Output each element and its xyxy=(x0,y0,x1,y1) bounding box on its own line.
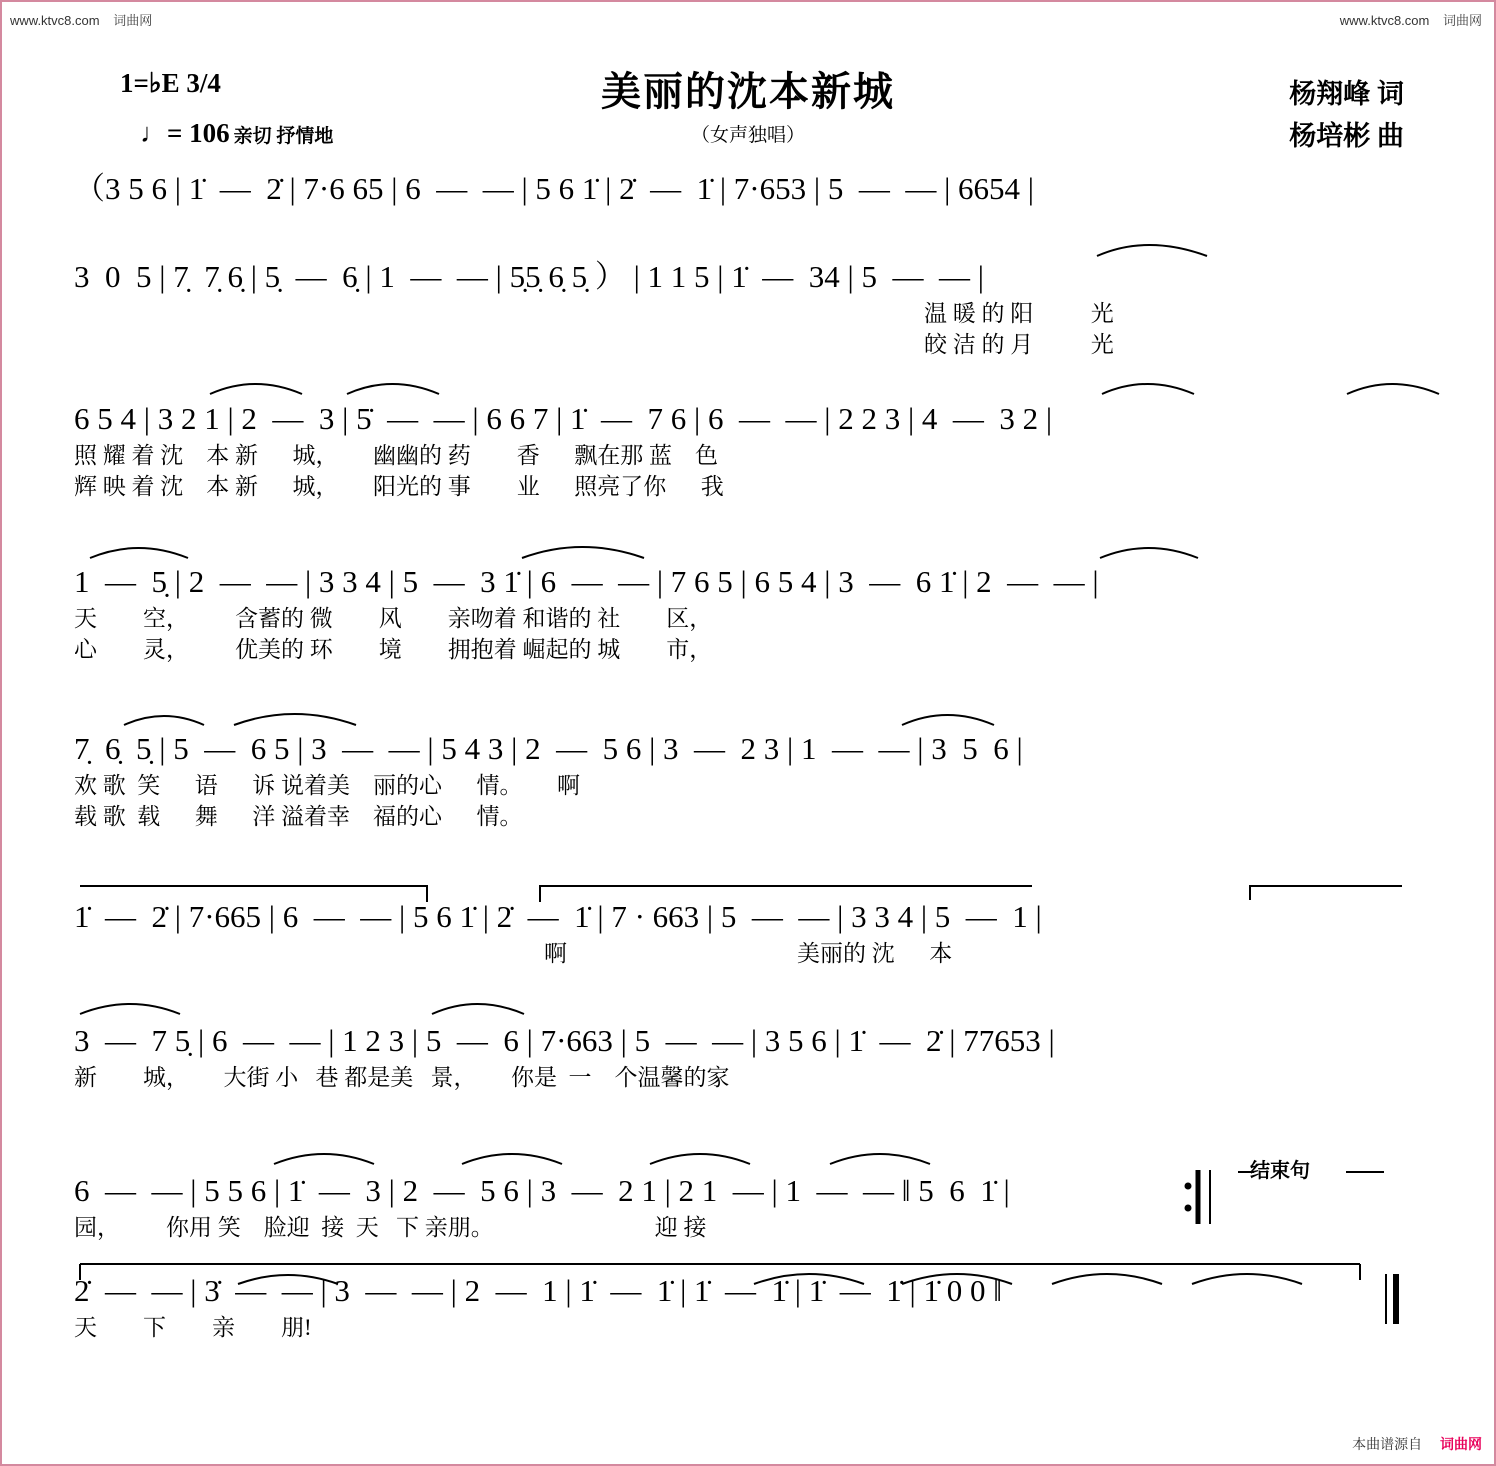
watermark-url-right: www.ktvc8.com xyxy=(1339,13,1430,28)
lyric-line-2: 心 灵， 优美的 环 境 拥抱着 崛起的 城 市， xyxy=(74,636,713,662)
tempo-value: ♩= 106 xyxy=(140,118,230,148)
music-system-6 xyxy=(74,900,1434,969)
song-title: 美丽的沈本新城 xyxy=(601,69,895,114)
note-row: 6 5 4 | 3 2 1 | 2 — 3 | 5̇ — — | 6 6 7 | 1̇ — 7 6 | 6 — — | 2 2 3 | 4 — 3 2 | xyxy=(74,401,1053,436)
music-system-1 xyxy=(74,172,1434,206)
note-row: 3 — 7 5̣ | 6 — — | 1 2 3 | 5 — 6 | 7·663 | 5 — — | 3 5 6 | 1̇ — 2̇ | 77653 | xyxy=(74,1023,1055,1058)
song-subtitle: （女声独唱） xyxy=(690,125,805,146)
lyric-line-2: 辉 映 着 沈 本 新 城， 阳光的 事 业 照亮了你 我 xyxy=(74,473,724,499)
music-system-5 xyxy=(74,732,1434,832)
credits xyxy=(1289,74,1404,158)
music-system-7 xyxy=(74,1024,1434,1093)
key-signature: 1=♭E 3/4 xyxy=(120,68,221,98)
lyric-line-1: 照 耀 着 沈 本 新 城， 幽幽的 药 香 飘在那 蓝 色 xyxy=(74,443,718,469)
expression-marking: 亲切 抒情地 xyxy=(233,126,334,147)
lyric-line-1: 园， 你用 笑 脸迎 接 天 下 亲朋。 迎 接 xyxy=(74,1215,707,1241)
watermark-site-name: 词曲网 xyxy=(113,13,153,28)
watermark-footer xyxy=(1352,1434,1482,1454)
composer-credit: 杨培彬 曲 xyxy=(1289,120,1404,151)
note-row: 1 — 5̣ | 2 — — | 3 3 4 | 5 — 3 1̇ | 6 — — | 7 6 5 | 6 5 4 | 3 — 6 1̇ | 2 — — | xyxy=(74,564,1099,599)
lyric-line-2: 载 歌 载 舞 洋 溢着幸 福的心 情。 xyxy=(74,803,523,829)
lyric-line-1: 啊 美丽的 沈 本 xyxy=(544,941,953,967)
music-system-3 xyxy=(74,402,1434,502)
lyric-line-1: 欢 歌 笑 语 诉 说着美 丽的心 情。 啊 xyxy=(74,773,580,799)
note-row: 3 0 5 | 7̣ 7̣ 6̣ | 5̣ — 6̣ | 1 — — | 5̣5̣ 6̣ 5̣ ） | 1 1 5 | 1̇ — 34 | 5 — — | xyxy=(74,259,984,294)
lyric-line-2: 皎 洁 的 月 光 xyxy=(924,331,1114,357)
music-system-8 xyxy=(74,1174,1434,1243)
note-row: 7̣ 6̣ 5̣ | 5 — 6 5 | 3 — — | 5 4 3 | 2 — 5 6 | 3 — 2 3 | 1 — — | 3 5 6 | xyxy=(74,731,1023,766)
lyric-line-1: 温 暖 的 阳 光 xyxy=(924,301,1114,327)
footer-brand: 词曲网 xyxy=(1440,1436,1482,1452)
lyricist-credit: 杨翔峰 词 xyxy=(1289,79,1404,109)
music-system-2 xyxy=(74,260,1434,360)
note-row: 6 — — | 5 5 6 | 1̇ — 3 | 2 — 5 6 | 3 — 2 1 | 2 1 — | 1 — — ‖ 5 6 1̇ | xyxy=(74,1173,1010,1208)
note-row: （3 5 6 | 1̇ — 2̇ | 7·6 65 | 6 — — | 5 6 1̇ | 2̇ — 1̇ | 7·653 | 5 — — | 6654 | xyxy=(74,171,1035,206)
lyric-line-1: 天 下 亲 朋! xyxy=(74,1315,312,1341)
watermark-url: www.ktvc8.com xyxy=(10,13,100,28)
music-system-4 xyxy=(74,565,1434,665)
watermark-top-left xyxy=(10,10,152,29)
footer-source-text: 本曲谱源自 xyxy=(1352,1436,1423,1452)
note-row: 2̇ — — | 3̇ — — | 3 — — | 2 — 1 | 1̇ — 1̇ | 1̇ — 1̇ | 1̇ — 1̇ | 1̇ 0 0 ‖ xyxy=(74,1273,1002,1308)
note-row: 1̇ — 2̇ | 7·665 | 6 — — | 5 6 1̇ | 2̇ — 1̇ | 7 · 663 | 5 — — | 3 3 4 | 5 — 1 | xyxy=(74,899,1042,934)
lyric-line-1: 天 空， 含蓄的 微 风 亲吻着 和谐的 社 区， xyxy=(74,606,713,632)
music-system-9 xyxy=(74,1274,1434,1343)
watermark-site-name-right: 词曲网 xyxy=(1442,13,1482,28)
lyric-line-1: 新 城， 大街 小 巷 都是美 景， 你是 一 个温馨的家 xyxy=(74,1065,730,1091)
watermark-top-right xyxy=(1340,10,1482,29)
tempo-marking xyxy=(140,118,333,149)
ending-section-marking: 结束句 xyxy=(1250,1160,1310,1182)
